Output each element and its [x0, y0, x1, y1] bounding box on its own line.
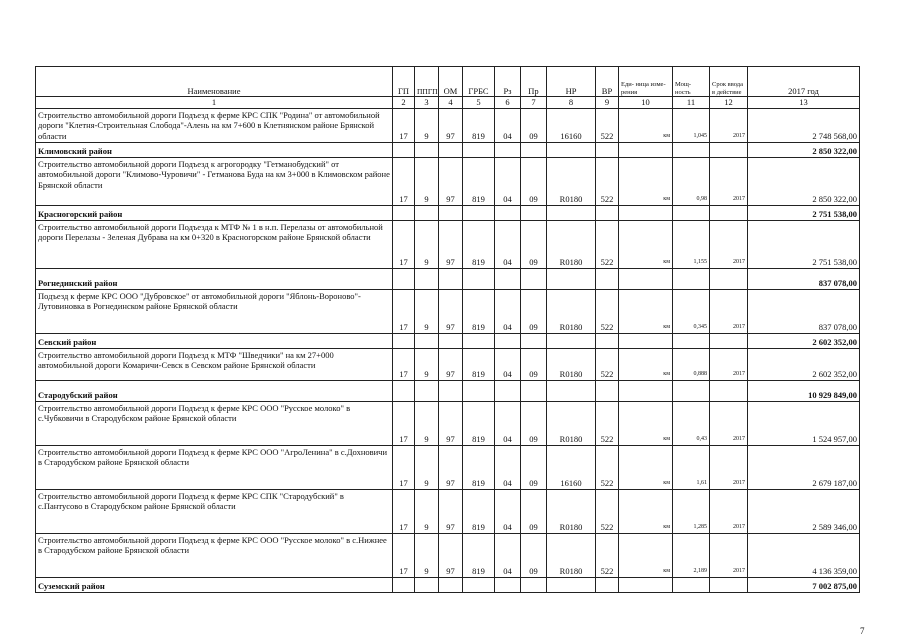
empty-cell — [673, 268, 710, 289]
empty-cell — [596, 380, 619, 401]
cell-term: 2017 — [710, 348, 748, 380]
cell-om: 97 — [439, 348, 463, 380]
col-num: 5 — [463, 97, 495, 109]
cell-amount: 837 078,00 — [748, 289, 860, 333]
district-row — [36, 268, 860, 289]
col-num: 3 — [415, 97, 439, 109]
empty-cell — [495, 268, 521, 289]
district-total: 837 078,00 — [748, 268, 860, 289]
empty-cell — [439, 380, 463, 401]
empty-cell — [547, 333, 596, 348]
project-name: Подъезд к ферме КРС ООО "Дубровское" от автомобильной дороги "Яблонь-Вороново"-Лутовиновка в Рогнединском районе Брянской области — [36, 289, 393, 333]
col-num: 11 — [673, 97, 710, 109]
empty-cell — [439, 268, 463, 289]
project-name: Строительство автомобильной дороги Подъезд к ферме КРС СПК "Родина" от автомобильной дороги "Клетня-Строительная Слобода"-Алень на км 7+600 в Клетнянском районе Брянской области — [36, 108, 393, 142]
cell-pr: 09 — [521, 108, 547, 142]
cell-term: 2017 — [710, 289, 748, 333]
cell-pr: 09 — [521, 445, 547, 489]
empty-cell — [495, 205, 521, 220]
column-number-row — [36, 97, 860, 109]
empty-cell — [463, 142, 495, 157]
empty-cell — [415, 142, 439, 157]
cell-vr: 522 — [596, 489, 619, 533]
cell-power: 2,189 — [673, 533, 710, 577]
empty-cell — [710, 142, 748, 157]
empty-cell — [619, 577, 673, 592]
district-name: Климовский район — [36, 142, 393, 157]
empty-cell — [415, 268, 439, 289]
cell-amount: 2 751 538,00 — [748, 220, 860, 268]
project-name: Строительство автомобильной дороги Подъезд к ферме КРС ООО "Русское молоко" в с.Нижнее в Стародубском районе Брянской области — [36, 533, 393, 577]
empty-cell — [547, 142, 596, 157]
header-row — [36, 67, 860, 97]
district-total: 10 929 849,00 — [748, 380, 860, 401]
district-row — [36, 333, 860, 348]
cell-rz: 04 — [495, 533, 521, 577]
empty-cell — [393, 380, 415, 401]
col-num: 1 — [36, 97, 393, 109]
cell-pr: 09 — [521, 489, 547, 533]
cell-gp: 17 — [393, 533, 415, 577]
project-row — [36, 489, 860, 533]
col-num: 10 — [619, 97, 673, 109]
cell-term: 2017 — [710, 489, 748, 533]
cell-om: 97 — [439, 108, 463, 142]
district-total: 2 751 538,00 — [748, 205, 860, 220]
cell-amount: 4 136 359,00 — [748, 533, 860, 577]
empty-cell — [673, 333, 710, 348]
empty-cell — [463, 205, 495, 220]
empty-cell — [463, 577, 495, 592]
cell-gp: 17 — [393, 157, 415, 205]
empty-cell — [495, 380, 521, 401]
cell-grbs: 819 — [463, 348, 495, 380]
cell-rz: 04 — [495, 348, 521, 380]
cell-rz: 04 — [495, 401, 521, 445]
cell-amount: 2 748 568,00 — [748, 108, 860, 142]
empty-cell — [415, 205, 439, 220]
cell-power: 1,285 — [673, 489, 710, 533]
empty-cell — [495, 333, 521, 348]
cell-om: 97 — [439, 289, 463, 333]
district-total: 7 002 875,00 — [748, 577, 860, 592]
empty-cell — [596, 333, 619, 348]
cell-grbs: 819 — [463, 220, 495, 268]
empty-cell — [415, 380, 439, 401]
col-header-power: Мощ- ность — [673, 67, 710, 97]
cell-unit: км — [619, 533, 673, 577]
empty-cell — [415, 333, 439, 348]
district-row — [36, 205, 860, 220]
project-name: Строительство автомобильной дороги Подъезд к МТФ "Шведчики" на км 27+000 автомобильной дороги Комаричи-Севск в Севском районе Брянской области — [36, 348, 393, 380]
cell-vr: 522 — [596, 401, 619, 445]
cell-pr: 09 — [521, 533, 547, 577]
district-name: Севский район — [36, 333, 393, 348]
empty-cell — [439, 333, 463, 348]
cell-ppgp: 9 — [415, 220, 439, 268]
cell-rz: 04 — [495, 489, 521, 533]
col-num: 12 — [710, 97, 748, 109]
empty-cell — [495, 577, 521, 592]
empty-cell — [495, 142, 521, 157]
cell-vr: 522 — [596, 108, 619, 142]
cell-ppgp: 9 — [415, 489, 439, 533]
empty-cell — [673, 577, 710, 592]
empty-cell — [710, 268, 748, 289]
cell-unit: км — [619, 348, 673, 380]
project-row — [36, 533, 860, 577]
cell-term: 2017 — [710, 108, 748, 142]
cell-pr: 09 — [521, 289, 547, 333]
cell-term: 2017 — [710, 445, 748, 489]
cell-pr: 09 — [521, 220, 547, 268]
cell-rz: 04 — [495, 220, 521, 268]
empty-cell — [439, 577, 463, 592]
cell-nr: R0180 — [547, 220, 596, 268]
cell-nr: R0180 — [547, 348, 596, 380]
cell-rz: 04 — [495, 445, 521, 489]
empty-cell — [673, 142, 710, 157]
col-header-rz: Рз — [495, 67, 521, 97]
empty-cell — [710, 380, 748, 401]
cell-om: 97 — [439, 157, 463, 205]
empty-cell — [619, 268, 673, 289]
cell-ppgp: 9 — [415, 401, 439, 445]
cell-nr: R0180 — [547, 533, 596, 577]
cell-unit: км — [619, 289, 673, 333]
empty-cell — [521, 380, 547, 401]
col-num: 7 — [521, 97, 547, 109]
cell-gp: 17 — [393, 489, 415, 533]
cell-amount: 2 679 187,00 — [748, 445, 860, 489]
col-num: 9 — [596, 97, 619, 109]
cell-term: 2017 — [710, 157, 748, 205]
cell-ppgp: 9 — [415, 348, 439, 380]
cell-power: 1,61 — [673, 445, 710, 489]
project-name: Строительство автомобильной дороги Подъезда к МТФ № 1 в н.п. Перелазы от автомобильной дороги Перелазы - Зеленая Дубрава на км 0+320 в Красногорском районе Брянской области — [36, 220, 393, 268]
cell-grbs: 819 — [463, 401, 495, 445]
col-header-name: Наименование — [36, 67, 393, 97]
district-name: Суземский район — [36, 577, 393, 592]
cell-nr: 16160 — [547, 445, 596, 489]
empty-cell — [673, 205, 710, 220]
empty-cell — [619, 205, 673, 220]
cell-gp: 17 — [393, 220, 415, 268]
col-num: 8 — [547, 97, 596, 109]
col-num: 4 — [439, 97, 463, 109]
empty-cell — [596, 268, 619, 289]
cell-nr: R0180 — [547, 401, 596, 445]
col-header-pr: Пр — [521, 67, 547, 97]
cell-nr: R0180 — [547, 157, 596, 205]
cell-power: 0,43 — [673, 401, 710, 445]
col-header-year: 2017 год — [748, 67, 860, 97]
cell-vr: 522 — [596, 157, 619, 205]
project-row — [36, 348, 860, 380]
cell-power: 0,98 — [673, 157, 710, 205]
cell-rz: 04 — [495, 108, 521, 142]
cell-unit: км — [619, 220, 673, 268]
cell-pr: 09 — [521, 401, 547, 445]
cell-gp: 17 — [393, 348, 415, 380]
cell-ppgp: 9 — [415, 445, 439, 489]
empty-cell — [521, 333, 547, 348]
cell-pr: 09 — [521, 348, 547, 380]
cell-term: 2017 — [710, 220, 748, 268]
cell-term: 2017 — [710, 533, 748, 577]
project-row — [36, 289, 860, 333]
cell-unit: км — [619, 489, 673, 533]
cell-vr: 522 — [596, 445, 619, 489]
cell-pr: 09 — [521, 157, 547, 205]
empty-cell — [596, 142, 619, 157]
empty-cell — [393, 205, 415, 220]
cell-amount: 1 524 957,00 — [748, 401, 860, 445]
col-header-gp: ГП — [393, 67, 415, 97]
cell-vr: 522 — [596, 533, 619, 577]
cell-grbs: 819 — [463, 445, 495, 489]
district-row — [36, 142, 860, 157]
empty-cell — [393, 333, 415, 348]
cell-amount: 2 589 346,00 — [748, 489, 860, 533]
project-row — [36, 108, 860, 142]
district-name: Стародубский район — [36, 380, 393, 401]
empty-cell — [619, 380, 673, 401]
cell-vr: 522 — [596, 348, 619, 380]
cell-rz: 04 — [495, 157, 521, 205]
cell-unit: км — [619, 445, 673, 489]
cell-unit: км — [619, 157, 673, 205]
empty-cell — [596, 577, 619, 592]
cell-gp: 17 — [393, 289, 415, 333]
col-header-om: ОМ — [439, 67, 463, 97]
empty-cell — [547, 205, 596, 220]
empty-cell — [393, 577, 415, 592]
col-header-term: Срок ввода в действие — [710, 67, 748, 97]
col-header-grbs: ГРБС — [463, 67, 495, 97]
cell-term: 2017 — [710, 401, 748, 445]
cell-om: 97 — [439, 445, 463, 489]
empty-cell — [521, 142, 547, 157]
cell-grbs: 819 — [463, 157, 495, 205]
project-row — [36, 445, 860, 489]
empty-cell — [547, 380, 596, 401]
cell-gp: 17 — [393, 445, 415, 489]
empty-cell — [415, 577, 439, 592]
district-row — [36, 577, 860, 592]
empty-cell — [393, 268, 415, 289]
project-row — [36, 220, 860, 268]
cell-ppgp: 9 — [415, 108, 439, 142]
cell-gp: 17 — [393, 108, 415, 142]
cell-ppgp: 9 — [415, 533, 439, 577]
empty-cell — [521, 577, 547, 592]
project-name: Строительство автомобильной дороги Подъезд к ферме КРС СПК "Стародубский" в с.Пантусово в Стародубском районе Брянской области — [36, 489, 393, 533]
cell-ppgp: 9 — [415, 289, 439, 333]
cell-power: 1,155 — [673, 220, 710, 268]
col-header-unit: Еди- ница изме- рения — [619, 67, 673, 97]
cell-grbs: 819 — [463, 108, 495, 142]
empty-cell — [547, 577, 596, 592]
cell-om: 97 — [439, 401, 463, 445]
empty-cell — [463, 268, 495, 289]
cell-amount: 2 850 322,00 — [748, 157, 860, 205]
empty-cell — [439, 142, 463, 157]
project-name: Строительство автомобильной дороги Подъезд к агрогородку "Гетманобудский" от автомобильной дороги "Климово-Чуровичи" - Гетманова Буда на км 3+000 в Климовском районе Брянской области — [36, 157, 393, 205]
cell-nr: R0180 — [547, 489, 596, 533]
col-header-vr: ВР — [596, 67, 619, 97]
cell-amount: 2 602 352,00 — [748, 348, 860, 380]
empty-cell — [463, 333, 495, 348]
cell-grbs: 819 — [463, 289, 495, 333]
empty-cell — [596, 205, 619, 220]
empty-cell — [463, 380, 495, 401]
empty-cell — [710, 577, 748, 592]
cell-power: 1,045 — [673, 108, 710, 142]
project-name: Строительство автомобильной дороги Подъезд к ферме КРС ООО "Русское молоко" в с.Чубковичи в Стародубском районе Брянской области — [36, 401, 393, 445]
col-num: 2 — [393, 97, 415, 109]
empty-cell — [439, 205, 463, 220]
page-number: 7 — [860, 626, 865, 636]
cell-power: 0,345 — [673, 289, 710, 333]
col-num: 13 — [748, 97, 860, 109]
empty-cell — [619, 333, 673, 348]
cell-unit: км — [619, 108, 673, 142]
cell-vr: 522 — [596, 220, 619, 268]
project-row — [36, 401, 860, 445]
cell-unit: км — [619, 401, 673, 445]
empty-cell — [393, 142, 415, 157]
cell-om: 97 — [439, 489, 463, 533]
cell-om: 97 — [439, 220, 463, 268]
cell-rz: 04 — [495, 289, 521, 333]
empty-cell — [547, 268, 596, 289]
cell-grbs: 819 — [463, 533, 495, 577]
project-name: Строительство автомобильной дороги Подъезд к ферме КРС ООО "АгроЛенина" в с.Дохновичи в Стародубском районе Брянской области — [36, 445, 393, 489]
col-num: 6 — [495, 97, 521, 109]
cell-vr: 522 — [596, 289, 619, 333]
empty-cell — [619, 142, 673, 157]
empty-cell — [521, 205, 547, 220]
district-row — [36, 380, 860, 401]
cell-ppgp: 9 — [415, 157, 439, 205]
district-total: 2 602 352,00 — [748, 333, 860, 348]
budget-table — [35, 66, 860, 593]
district-name: Красногорский район — [36, 205, 393, 220]
cell-grbs: 819 — [463, 489, 495, 533]
district-name: Рогнединский район — [36, 268, 393, 289]
empty-cell — [521, 268, 547, 289]
cell-nr: R0180 — [547, 289, 596, 333]
cell-om: 97 — [439, 533, 463, 577]
cell-power: 0,888 — [673, 348, 710, 380]
cell-gp: 17 — [393, 401, 415, 445]
empty-cell — [710, 205, 748, 220]
empty-cell — [710, 333, 748, 348]
col-header-nr: НР — [547, 67, 596, 97]
project-row — [36, 157, 860, 205]
col-header-ppgp: ППГП — [415, 67, 439, 97]
empty-cell — [673, 380, 710, 401]
district-total: 2 850 322,00 — [748, 142, 860, 157]
cell-nr: 16160 — [547, 108, 596, 142]
